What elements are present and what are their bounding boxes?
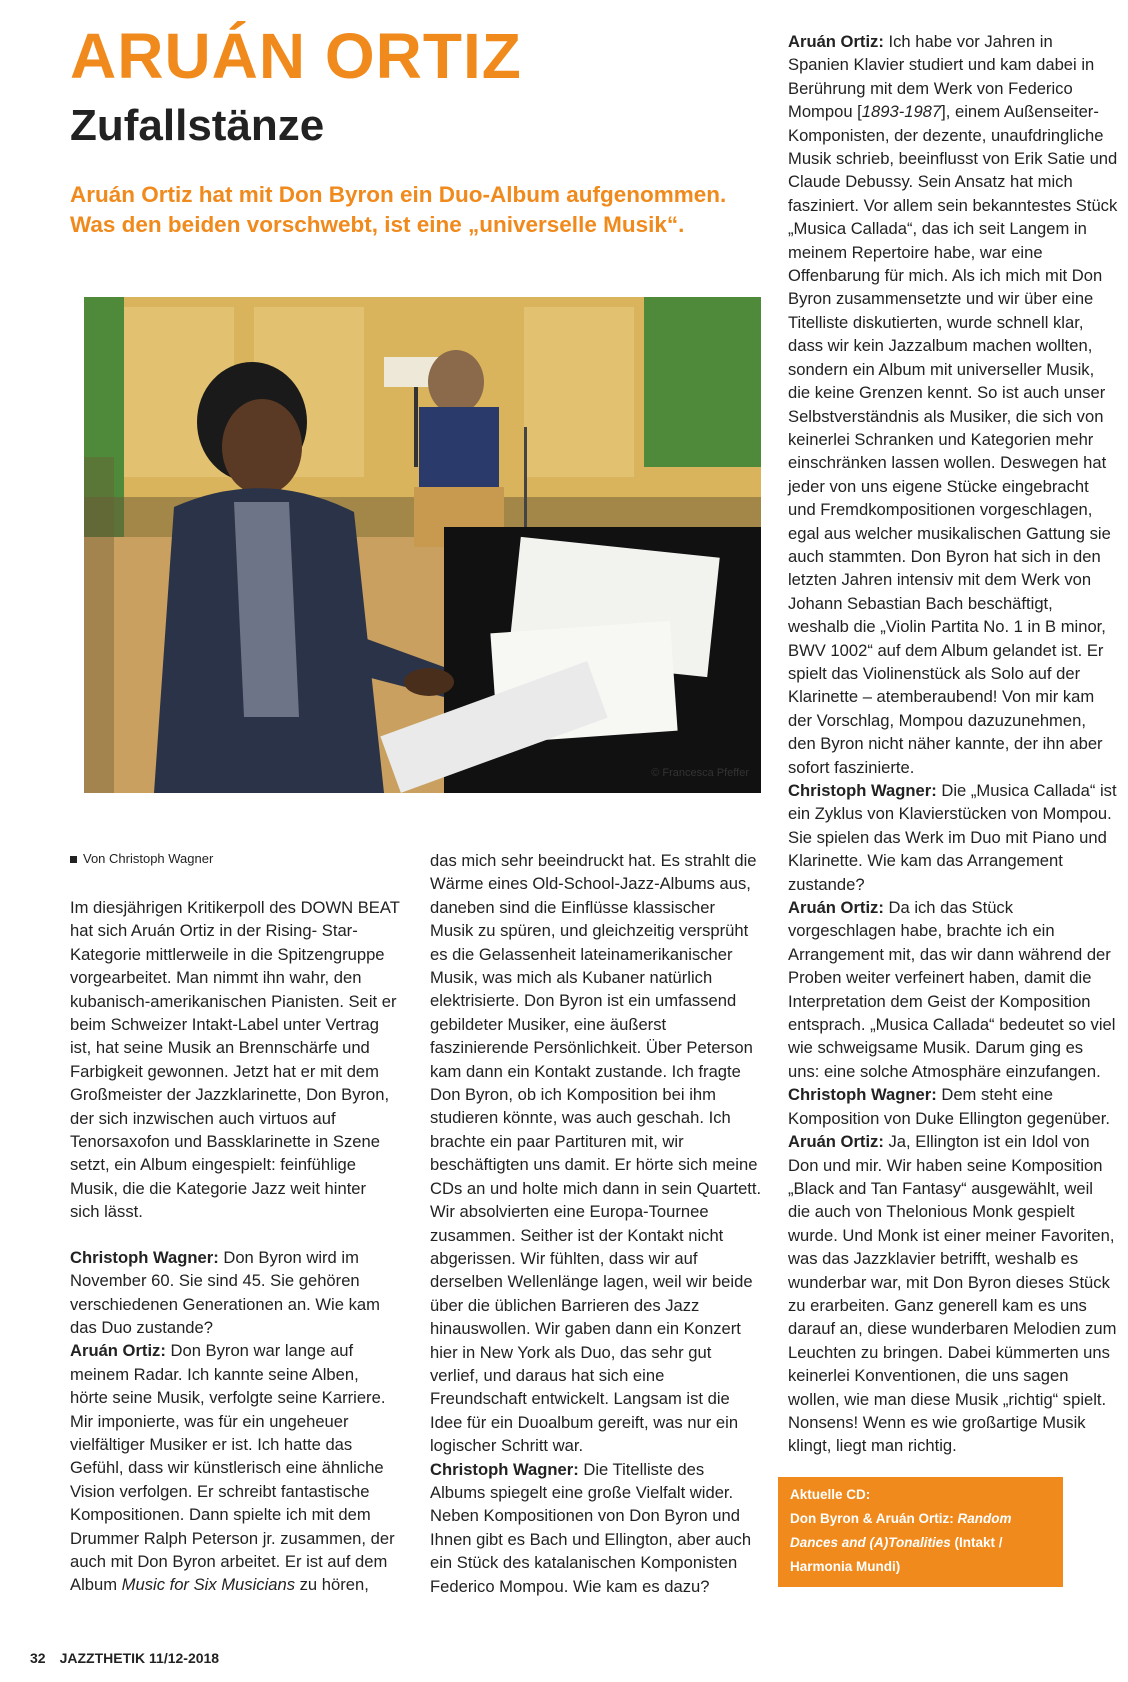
page-number: 32 (30, 1650, 46, 1666)
answer-text: Da ich das Stück vorgeschlagen habe, brachte ich ein Arrangement mit, das wir dann während der Proben weiter verfeinert haben, damit die Interpretation dem Geist der Komposition entsprach. „Musica Callada“ bedeutet so viel wie schweigsame Musik. Darum ging es uns: eine solche Atmosphäre einzufangen. (788, 898, 1116, 1081)
speaker-label: Christoph Wagner: (788, 1085, 937, 1105)
answer-text: ], einem Außenseiter-Komponisten, der dezente, unaufdringliche Musik schrieb, beeinflusst von Erik Satie und Claude Debussy. Sein Ansatz hat mich fasziniert. Vor allem sein bekanntestes Stück „Musica Callada“, das ich seit Langem in meinem Repertoire habe, war eine Offenbarung für mich. Als ich mich mit Don Byron zusammensetzte und wir über eine Titelliste diskutierten, wurde schnell klar, dass wir kein Jazzalbum machen wollten, sondern ein Album mit universeller Musik, die keine Grenzen kennt. So ist auch unser Selbstverständnis als Musiker, die sich von keinerlei Schranken und Kategorien mehr einschränken lassen wollen. Deswegen hat jeder von uns eigene Stücke eingebracht und Fremdkompositionen vorgeschlagen, egal aus welcher musikalischen Gattung sie auch stammten. Don Byron hat sich in den letzten Jahren intensiv mit dem Werk von Johann Sebastian Bach beschäftigt, weshalb die „Violin Partita No. 1 in B minor, BWV 1002“ auf dem Album gelandet ist. Er spielt das Violinenstück als Solo auf der Klarinette – atemberaubend! Von mir kam der Vorschlag, Mompou dazuzunehmen, den Byron nicht näher kannte, der ihn aber sofort faszinierte. (788, 102, 1118, 777)
album-title: Music for Six Musicians (121, 1575, 296, 1595)
answer-text: Don Byron war lange auf meinem Radar. Ich kannte seine Alben, hörte seine Musik, verfolgte seine Karriere. Mir imponierte, was für ein ungeheuer vielfältiger Musiker er ist. Ich hatte das Gefühl, dass wir künstlerisch eine ähnliche Vision verfolgen. Er schreibt fantastische Kompositionen. Dann spielte ich mit dem Drummer Ralph Peterson jr. zusammen, der auch mit Don Byron arbeitet. Er ist auf dem Album (70, 1341, 395, 1595)
years-text: 1893-1987 (861, 102, 942, 122)
speaker-label: Aruán Ortiz: (788, 1132, 884, 1152)
page-footer (30, 1650, 233, 1666)
current-cd-box (778, 1477, 1063, 1587)
speaker-label: Christoph Wagner: (70, 1247, 219, 1267)
speaker-label: Aruán Ortiz: (70, 1341, 166, 1361)
cd-info (790, 1507, 1055, 1579)
answer-text: zu hören, (295, 1575, 369, 1595)
column-3 (788, 30, 1118, 1458)
question-text: Dem steht eine Komposition von Duke Ellington gegenüber. (788, 1085, 1110, 1128)
square-bullet-icon (70, 856, 77, 863)
question-text: Die Titelliste des Albums spiegelt eine große Vielfalt wider. Neben Kompositionen von Don Byron und Ihnen gibt es Bach und Ellington, aber auch ein Stück des katalanischen Komponisten Federico Mompou. Wie kam es dazu? (430, 1459, 752, 1596)
article-lead (70, 180, 770, 240)
answer-1-continued: das mich sehr beeindruckt hat. Es strahlt die Wärme eines Old-School-Jazz-Albums aus, daneben sind die Einflüsse klassischer Musik zu spüren, und gleichzeitig versprüht es die Gelassenheit lateinamerikanischer Musik, was mich als Kubaner natürlich elektrisierte. Don Byron ist ein umfassend gebildeter Musiker, eine äußerst faszinierende Persönlichkeit. Über Peterson kam dann ein Kontakt zustande. Ich fragte Don Byron, ob ich Komposition bei ihm studieren könnte, was auch geschah. Ich brachte ein paar Partituren mit, wir beschäftigten uns damit. Er hörte sich meine CDs an und holte mich dann in sein Quartett. Wir absolvierten eine Europa-Tournee zusammen. Seither ist der Kontakt nicht abgerissen. Wir fühlten, dass wir auf derselben Wellenlänge lagen, weil wir beide über die üblichen Barrieren des Jazz hinauswollen. Wir gaben dann ein Konzert hier in New York als Duo, das sehr gut verlief, und daraus hat sich eine Freundschaft entwickelt. Langsam ist die Idee für ein Duoalbum gereift, was nur ein logischer Schritt war. (430, 851, 762, 1456)
question-3 (788, 779, 1118, 896)
cd-artists: Don Byron & Aruán Ortiz: (790, 1511, 958, 1526)
cd-album-title: Random Dances and (A)Tonalities (790, 1511, 1012, 1550)
answer-text: Ja, Ellington ist ein Idol von Don und mir. Wir haben seine Komposition „Black and Tan Fantasy“ ausgewählt, weil die auch von Thelonious Monk gespielt wurde. Und Monk ist einer meiner Favoriten, was das Jazzklavier betrifft, weshalb es wunderbar war, mit Don Byron dieses Stück zu erarbeiten. Ganz generell kam es uns darauf an, diese wunderbaren Melodien zum Leuchten zu bringen. Dabei kümmerten uns keinerlei Konventionen, die uns sagen wollen, wie man diese Musik „richtig“ spielt. Nonsens! Wenn es wie großartige Musik klingt, liegt man richtig. (788, 1132, 1117, 1456)
question-text: Die „Musica Callada“ ist ein Zyklus von Klavierstücken von Mompou. Sie spielen das Werk im Duo mit Piano und Klarinette. Wie kam das Arrangement zustande? (788, 781, 1117, 894)
speaker-label: Christoph Wagner: (788, 781, 937, 800)
answer-4 (788, 1130, 1118, 1458)
lead-line-1: Aruán Ortiz hat mit Don Byron ein Duo-Album aufgenommen. (70, 182, 727, 207)
cd-label: Aktuelle CD: (790, 1487, 871, 1502)
question-text: Don Byron wird im November 60. Sie sind 45. Sie gehören verschiedenen Generationen an. Wie kam das Duo zustande? (70, 1247, 380, 1337)
photo-illustration (84, 297, 761, 793)
answer-1 (70, 1339, 400, 1596)
column-1 (70, 896, 400, 1597)
question-4 (788, 1083, 1118, 1130)
answer-3 (788, 896, 1118, 1083)
magazine-issue: JAZZTHETIK 11/12-2018 (59, 1650, 220, 1666)
answer-2 (788, 30, 1118, 779)
cd-label-info: (Intakt / Harmonia Mundi) (790, 1535, 1003, 1574)
byline (70, 851, 213, 866)
article-subtitle: Zufallstänze (70, 101, 325, 150)
speaker-label: Aruán Ortiz: (788, 898, 884, 918)
speaker-label: Aruán Ortiz: (788, 32, 884, 51)
article-photo (84, 297, 761, 793)
answer-text: Ich habe vor Jahren in Spanien Klavier studiert und kam dabei in Berührung mit dem Werk von Federico Mompou [ (788, 32, 1095, 122)
question-2 (430, 1458, 762, 1598)
speaker-label: Christoph Wagner: (430, 1459, 579, 1479)
byline-text: Von Christoph Wagner (83, 851, 214, 866)
intro-paragraph: Im diesjährigen Kritikerpoll des DOWN BEAT hat sich Aruán Ortiz in der Rising- Star-Kategorie mittlerweile in die Spitzengruppe vorgearbeitet. Man nimmt ihn wahr, den kubanisch-amerikanischen Pianisten. Seit er beim Schweizer Intakt-Label unter Vertrag ist, hat seine Musik an Brennschärfe und Farbigkeit gewonnen. Jetzt hat er mit dem Großmeister der Jazzklarinette, Don Byron, der sich inzwischen auch virtuos auf Tenorsaxofon und Bassklarinette in Szene setzt, ein Album eingespielt: feinfühlige Musik, die die Kategorie Jazz weit hinter sich lässt. (70, 898, 400, 1222)
photo-credit: © Francesca Pfeffer (651, 767, 749, 779)
question-1 (70, 1246, 400, 1340)
column-2 (430, 849, 762, 1598)
lead-line-2: Was den beiden vorschwebt, ist eine „universelle Musik“. (70, 212, 685, 237)
article-title: ARUÁN ORTIZ (70, 20, 522, 92)
